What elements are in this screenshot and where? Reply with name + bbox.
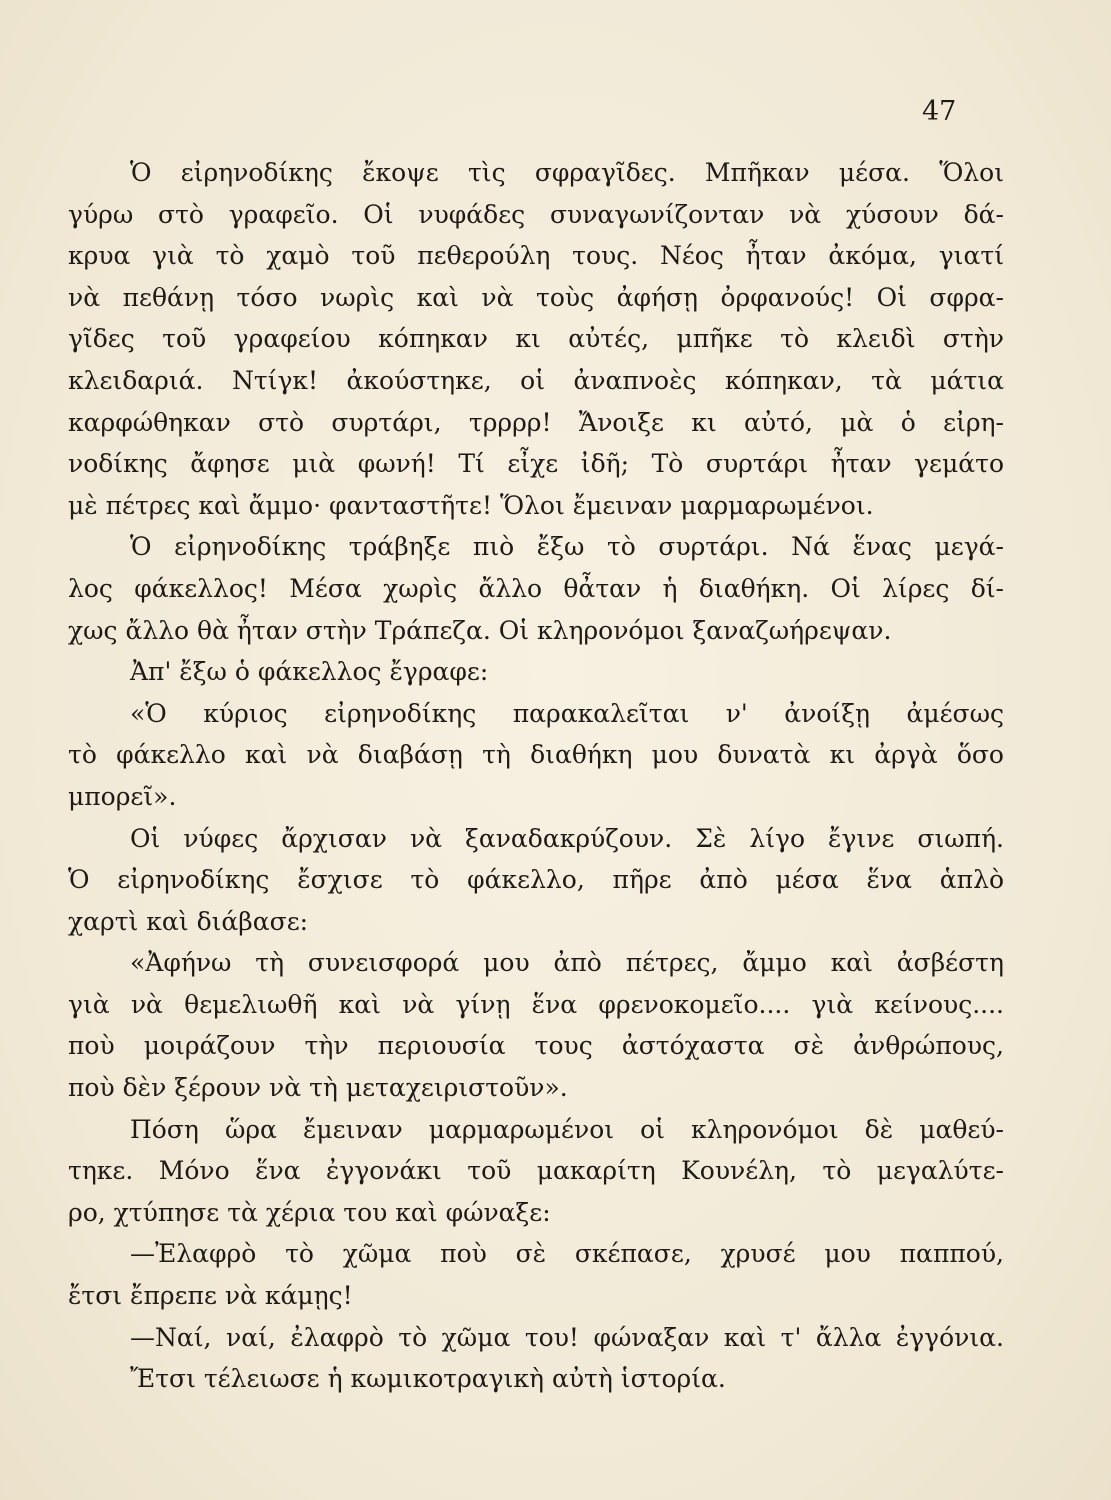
text-line: γιὰ νὰ θεμελιωθῆ καὶ νὰ γίνῃ ἕνα φρενοκομεῖο.... γιὰ κείνους.... <box>68 989 1004 1019</box>
text-line: «Ἀφήνω τὴ συνεισφορά μου ἀπὸ πέτρες, ἄμμο καὶ ἀσβέστη <box>130 948 1004 978</box>
text-line: Ὁ εἰρηνοδίκης ἔκοψε τὶς σφραγῖδες. Μπῆκαν μέσα. Ὅλοι <box>130 158 1004 187</box>
text-line: Ὁ εἰρηνοδίκης ἔσχισε τὸ φάκελλο, πῆρε ἀπὸ μέσα ἕνα ἁπλὸ <box>68 865 1004 895</box>
text-line: Οἱ νύφες ἄρχισαν νὰ ξαναδακρύζουν. Σὲ λίγο ἔγινε σιωπή. <box>130 823 1004 853</box>
text-line: λος φάκελλος! Μέσα χωρὶς ἄλλο θἆταν ἡ διαθήκη. Οἱ λίρες δί- <box>68 573 1004 603</box>
body-text <box>68 152 1004 1400</box>
text-line: ποὺ μοιράζουν τὴν περιουσία τους ἀστόχαστα σὲ ἀνθρώπους, <box>68 1031 1004 1061</box>
text-line: κλειδαριά. Ντίγκ! ἀκούστηκε, οἱ ἀναπνοὲς κόπηκαν, τὰ μάτια <box>68 365 1004 395</box>
text-line: χως ἄλλο θὰ ἦταν στὴν Τράπεζα. Οἱ κληρονόμοι ξαναζωήρεψαν. <box>68 615 892 645</box>
text-line: γῖδες τοῦ γραφείου κόπηκαν κι αὐτές, μπῆκε τὸ κλειδὶ στὴν <box>68 324 1004 354</box>
text-line: ποὺ δὲν ξέρουν νὰ τὴ μεταχειριστοῦν». <box>68 1073 568 1103</box>
text-line: Πόση ὥρα ἔμειναν μαρμαρωμένοι οἱ κληρονόμοι δὲ μαθεύ- <box>130 1114 1004 1144</box>
text-line: ἔτσι ἔπρεπε νὰ κάμῃς! <box>68 1281 353 1311</box>
text-line: «Ὁ κύριος εἰρηνοδίκης παρακαλεῖται ν' ἀνοίξῃ ἀμέσως <box>130 698 1004 728</box>
text-line: Ἔτσι τέλειωσε ἡ κωμικοτραγικὴ αὐτὴ ἱστορία. <box>130 1364 726 1394</box>
text-line: Ἀπ' ἔξω ὁ φάκελλος ἔγραφε: <box>130 657 489 687</box>
text-line: μπορεῖ». <box>68 781 177 811</box>
text-line: τηκε. Μόνο ἕνα ἐγγονάκι τοῦ μακαρίτη Κουνέλη, τὸ μεγαλύτε- <box>68 1156 1004 1186</box>
text-line: κρυα γιὰ τὸ χαμὸ τοῦ πεθερούλη τους. Νέος ἦταν ἀκόμα, γιατί <box>68 241 1004 271</box>
text-line: γύρω στὸ γραφεῖο. Οἱ νυφάδες συναγωνίζονταν νὰ χύσουν δά- <box>68 199 1004 229</box>
text-line: τὸ φάκελλο καὶ νὰ διαβάσῃ τὴ διαθήκη μου δυνατὰ κι ἀργὰ ὅσο <box>68 740 1004 770</box>
text-line: νὰ πεθάνῃ τόσο νωρὶς καὶ νὰ τοὺς ἀφήσῃ ὀρφανούς! Οἱ σφρα- <box>68 282 1004 312</box>
page-number: 47 <box>922 96 957 127</box>
text-line: —Ἐλαφρὸ τὸ χῶμα ποὺ σὲ σκέπασε, χρυσέ μου παππού, <box>130 1239 1004 1269</box>
text-line: χαρτὶ καὶ διάβασε: <box>68 906 309 936</box>
text-line: νοδίκης ἄφησε μιὰ φωνή! Τί εἶχε ἰδῆ; Τὸ συρτάρι ἦταν γεμάτο <box>68 449 1004 479</box>
text-line: —Ναί, ναί, ἐλαφρὸ τὸ χῶμα του! φώναξαν καὶ τ' ἄλλα ἐγγόνια. <box>130 1322 1004 1352</box>
text-line: ρο, χτύπησε τὰ χέρια του καὶ φώναξε: <box>68 1197 551 1227</box>
text-line: καρφώθηκαν στὸ συρτάρι, τρρρρ! Ἄνοιξε κι αὐτό, μὰ ὁ εἰρη- <box>68 407 1004 437</box>
text-line: μὲ πέτρες καὶ ἄμμο· φανταστῆτε! Ὅλοι ἔμειναν μαρμαρωμένοι. <box>68 490 874 520</box>
text-line: Ὁ εἰρηνοδίκης τράβηξε πιὸ ἔξω τὸ συρτάρι. Νά ἕνας μεγά- <box>130 532 1004 562</box>
